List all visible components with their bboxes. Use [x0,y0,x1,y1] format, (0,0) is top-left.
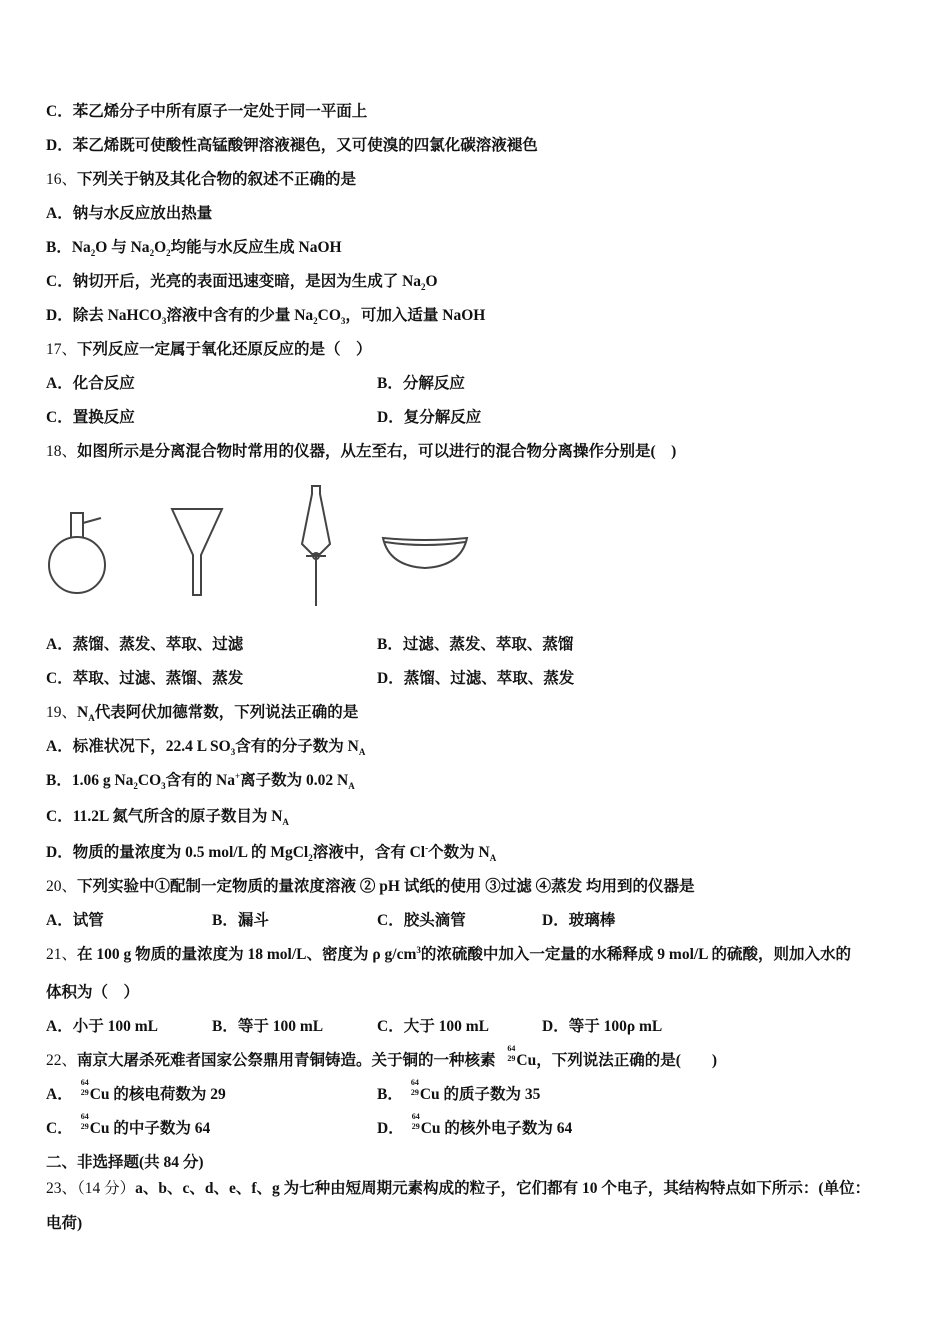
text-segment: Cu 的质子数为 35 [419,1086,541,1103]
subscript: 2 [313,316,318,327]
question-number: 20、 [46,878,78,895]
superscript: - [425,842,429,853]
q20-option-c [377,911,466,931]
text-segment: D．物质的量浓度为 0.5 mol/L 的 MgCl [46,844,309,861]
text-segment: 溶液中含有的少量 Na [166,307,314,324]
isotope-notation [404,1112,421,1133]
text-segment: 下列关于钠及其化合物的叙述不正确的是 [77,171,357,188]
text-segment: A．蒸馏、蒸发、萃取、过滤 [46,636,244,653]
subscript: 3 [230,747,236,758]
text-segment: Cu 的核电荷数为 29 [89,1086,226,1103]
mass-number: 64 [411,1112,420,1121]
text-segment: Cu 的核外电子数为 64 [420,1120,573,1137]
subscript: 2 [421,282,426,293]
text-segment: 电荷) [46,1215,83,1232]
text-segment: D．等于 100ρ mL [542,1018,663,1035]
q19-option-a [46,737,365,757]
separatory-funnel-icon [296,484,336,610]
text-segment: CO [137,772,162,789]
subscript: 2 [166,248,171,259]
q18-option-a [46,635,243,655]
text-segment: C．11.2L 氮气所含的原子数目为 N [46,808,283,825]
q18-option-b [377,635,573,655]
text-segment: A． [46,1086,73,1103]
text-segment: C．苯乙烯分子中所有原子一定处于同一平面上 [46,103,368,120]
q22-option-a [46,1078,226,1105]
isotope-notation [499,1044,516,1065]
q22-option-c [46,1112,211,1139]
q19-option-b [46,771,355,791]
text-segment: A．化合反应 [46,375,135,392]
text-segment: a、b、c、d、e、f、g 为七种由短周期元素构成的粒子，它们都有 10 个电子，其结构特点如下所示：(单位： [135,1180,871,1197]
question-number: 18、 [46,443,78,460]
q18-option-d [377,669,574,689]
text-segment: A．试管 [46,912,104,929]
text-segment: 代表阿伏加德常数，下列说法正确的是 [94,704,359,721]
text-segment: CO [317,307,341,324]
subscript: A [358,747,366,758]
text-segment: ，可加入适量 NaOH [345,307,486,324]
text-segment: 个数为 N [428,844,490,861]
text-segment: 离子数为 0.02 N [240,772,349,789]
text-segment: D．玻璃棒 [542,912,616,929]
q16-option-c [46,272,438,292]
q17-option-b [377,374,465,394]
text-segment: 下列实验中①配制一定物质的量浓度溶液 ② pH 试纸的使用 ③过滤 ④蒸发 均用到的仪器是 [77,878,695,895]
subscript: 3 [340,316,346,327]
text-segment: 溶液中，含有 Cl [312,844,426,861]
text-segment: C．钠切开后，光亮的表面迅速变暗，是因为生成了 Na [46,273,422,290]
q15-option-d [46,136,538,156]
q20-stem [46,877,694,897]
funnel-icon [168,505,228,600]
text-segment: O 与 Na [95,239,150,256]
superscript: 3 [416,944,421,955]
isotope-notation [73,1112,90,1133]
text-segment: D．复分解反应 [377,409,482,426]
q16-option-d [46,306,485,326]
subscript: A [348,781,355,792]
text-segment: C．大于 100 mL [377,1018,489,1035]
atomic-number: 29 [411,1122,420,1131]
text-segment: B．分解反应 [377,375,465,392]
text-segment: B．过滤、蒸发、萃取、蒸馏 [377,636,574,653]
question-number: 19、 [46,704,78,721]
text-segment: 在 100 g 物质的量浓度为 18 mol/L、密度为 ρ g/cm [77,946,417,963]
text-segment: 体积为（ ） [46,984,140,1001]
q22-option-b [377,1078,541,1105]
text-segment: D． [377,1120,404,1137]
q16-option-a [46,204,212,224]
q17-option-d [377,408,481,428]
atomic-number: 29 [80,1122,89,1131]
q20-option-b [212,911,269,931]
subscript: 2 [133,781,138,792]
text-segment: 如图所示是分离混合物时常用的仪器，从左至右，可以进行的混合物分离操作分别是( ) [77,443,677,460]
text-segment: B．等于 100 mL [212,1018,324,1035]
text-segment: D．苯乙烯既可使酸性高锰酸钾溶液褪色，又可使溴的四氯化碳溶液褪色 [46,137,538,154]
text-segment: N [77,704,89,721]
evaporating-dish-icon [380,528,470,573]
q21-option-c [377,1017,489,1037]
text-segment: C．置换反应 [46,409,135,426]
q20-option-d [542,911,615,931]
isotope-notation [73,1078,90,1099]
text-segment: 二、非选择题(共 84 分) [46,1154,204,1171]
q16-option-b [46,238,342,258]
question-number: 17、 [46,341,78,358]
q23-stem-cont [46,1214,82,1234]
text-segment: 均能与水反应生成 NaOH [170,239,342,256]
atomic-number: 29 [410,1088,419,1097]
distillation-flask-icon [44,505,114,600]
q23-stem [46,1179,870,1199]
subscript: 2 [149,248,155,259]
text-segment: C．萃取、过滤、蒸馏、蒸发 [46,670,244,687]
text-segment: O [425,273,438,290]
mass-number: 64 [410,1078,419,1087]
subscript: 2 [308,853,313,864]
q19-option-d [46,843,496,863]
text-segment: A．钠与水反应放出热量 [46,205,213,222]
q19-stem [46,703,358,723]
text-segment: B．1.06 g Na [46,772,134,789]
q21-option-d [542,1017,662,1037]
q17-option-a [46,374,135,394]
subscript: A [282,817,289,828]
q18-stem [46,442,676,462]
text-segment: 含有的分子数为 N [235,738,359,755]
text-segment: C． [46,1120,73,1137]
atomic-number: 29 [80,1088,89,1097]
subscript: A [489,853,497,864]
text-segment: Cu，下列说法正确的是( ) [516,1052,718,1069]
question-number: 21、 [46,946,78,963]
text-segment: D．蒸馏、过滤、萃取、蒸发 [377,670,575,687]
text-segment: B．Na [46,239,91,256]
section-heading [46,1153,204,1173]
subscript: 2 [90,248,96,259]
text-segment: B．漏斗 [212,912,269,929]
text-segment: D．除去 NaHCO [46,307,162,324]
subscript: 3 [161,781,166,792]
text-segment: 的浓硫酸中加入一定量的水稀释成 9 mol/L 的硫酸，则加入水的 [420,946,852,963]
q16-stem [46,170,356,190]
q21-stem-cont [46,983,139,1003]
q15-option-c [46,102,367,122]
mass-number: 64 [80,1112,89,1121]
q19-option-c [46,807,289,827]
question-number: 22、 [46,1052,78,1069]
q18-option-c [46,669,243,689]
text-segment: O [154,239,167,256]
q21-stem [46,945,851,965]
q21-option-b [212,1017,323,1037]
text-segment: C．胶头滴管 [377,912,466,929]
text-segment: B． [377,1086,403,1103]
text-segment: Cu 的中子数为 64 [89,1120,211,1137]
q17-stem [46,340,372,360]
q22-option-d [377,1112,573,1139]
subscript: A [88,713,95,724]
text-segment: A．标准状况下，22.4 L SO [46,738,231,755]
q22-stem [46,1044,718,1071]
atomic-number: 29 [507,1054,516,1063]
text-segment: 下列反应一定属于氧化还原反应的是（ ） [77,341,372,358]
isotope-notation [403,1078,420,1099]
superscript: + [235,770,241,781]
text-segment: A．小于 100 mL [46,1018,158,1035]
q17-option-c [46,408,135,428]
text-segment: 含有的 Na [165,772,235,789]
subscript: 3 [161,316,167,327]
text-segment: 南京大屠杀死难者国家公祭鼎用青铜铸造。关于铜的一种核素 [77,1052,500,1069]
mass-number: 64 [80,1078,89,1087]
question-number: 16、 [46,171,78,188]
question-number: 23、（14 分） [46,1180,136,1197]
q20-option-a [46,911,104,931]
mass-number: 64 [507,1044,516,1053]
q21-option-a [46,1017,158,1037]
